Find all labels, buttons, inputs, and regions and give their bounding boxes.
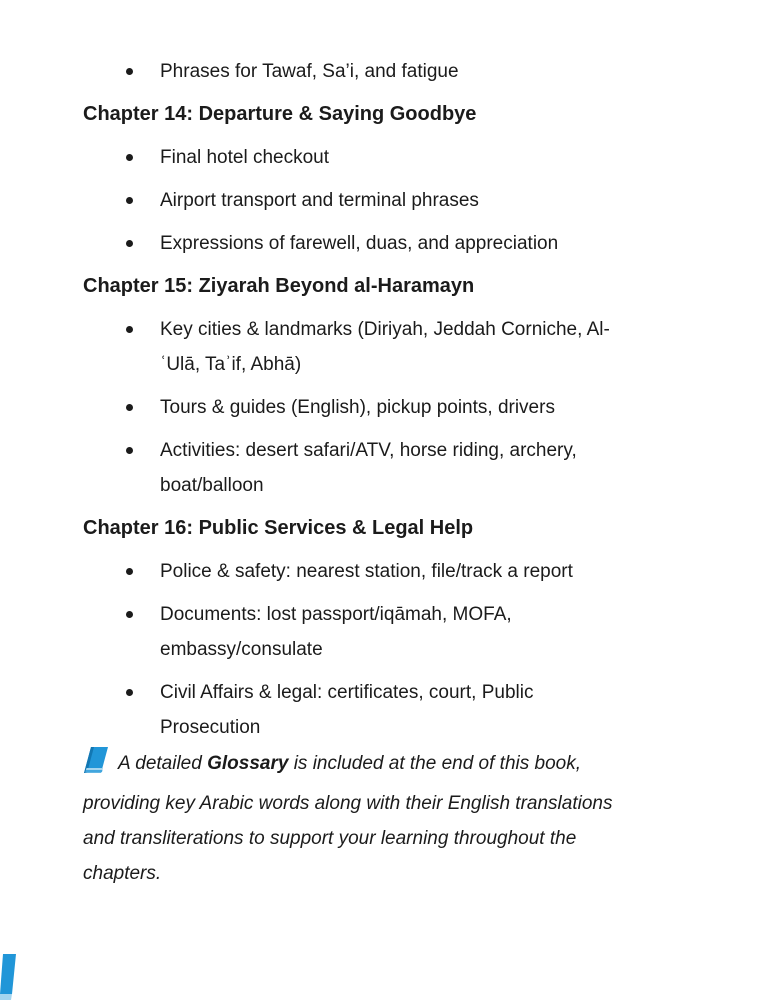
toc-item-text [160,554,713,589]
bullet-icon [126,240,133,247]
table-of-contents [83,54,713,753]
toc-item-line: embassy/consulate [160,639,323,660]
glossary-note-line [83,856,718,891]
bullet-icon [126,568,133,575]
toc-item-line: Prosecution [160,717,261,738]
glossary-note [83,746,718,891]
glossary-note-bold-text: Glossary [207,753,289,774]
toc-item-line: Phrases for Tawaf, Sa’i, and fatigue [160,61,459,82]
clipped-book-icon [0,954,16,1000]
toc-item-text [160,597,713,667]
toc-list-item [83,226,713,261]
toc-item-text [160,390,713,425]
bullet-gutter [83,433,160,503]
bullet-gutter [83,140,160,175]
bullet-icon [126,326,133,333]
chapter-heading [83,97,713,132]
bullet-gutter [83,554,160,589]
toc-list-item [83,312,713,382]
blue-book-icon [83,746,109,786]
toc-item-line: Expressions of farewell, duas, and appreciation [160,233,559,254]
toc-item-line: Civil Affairs & legal: certificates, court, Public [160,682,534,703]
toc-list-item [83,554,713,589]
bullet-gutter [83,597,160,667]
toc-list-item [83,433,713,503]
toc-item-line: Police & safety: nearest station, file/track a report [160,561,573,582]
toc-item-line: Tours & guides (English), pickup points, drivers [160,397,555,418]
bullet-icon [126,689,133,696]
chapter-heading-text: Chapter 14: Departure & Saying Goodbye [83,103,477,125]
toc-item-line: boat/balloon [160,475,264,496]
toc-item-line: Activities: desert safari/ATV, horse riding, archery, [160,440,577,461]
toc-item-text [160,183,713,218]
bullet-gutter [83,226,160,261]
bullet-icon [126,404,133,411]
clipped-book-decoration [0,954,16,1000]
bullet-gutter [83,54,160,89]
toc-item-line: Documents: lost passport/iqāmah, MOFA, [160,604,512,625]
glossary-note-text: chapters. [83,863,162,884]
bullet-icon [126,447,133,454]
toc-list-item [83,183,713,218]
toc-item-text [160,433,713,503]
toc-item-text [160,54,713,89]
bullet-icon [126,197,133,204]
bullet-icon [126,611,133,618]
bullet-gutter [83,390,160,425]
toc-item-line: ʿUlā, Taʾif, Abhā) [160,354,302,375]
bullet-gutter [83,183,160,218]
chapter-heading [83,269,713,304]
chapter-heading-text: Chapter 15: Ziyarah Beyond al-Haramayn [83,275,475,297]
toc-list-item [83,675,713,745]
chapter-heading [83,511,713,546]
glossary-note-text: and transliterations to support your learning throughout the [83,828,577,849]
glossary-note-line [83,821,718,856]
bullet-gutter [83,312,160,382]
glossary-note-text: providing key Arabic words along with their English translations [83,793,613,814]
toc-item-text [160,675,713,745]
glossary-note-line [83,746,718,786]
toc-item-line: Key cities & landmarks (Diriyah, Jeddah Corniche, Al- [160,319,610,340]
toc-list-item [83,597,713,667]
toc-list-item [83,54,713,89]
toc-list-item [83,390,713,425]
glossary-note-line [83,786,718,821]
bullet-icon [126,154,133,161]
toc-item-text [160,226,713,261]
glossary-note-text: is included at the end of this book, [288,753,582,774]
toc-item-line: Airport transport and terminal phrases [160,190,479,211]
toc-item-text [160,140,713,175]
bullet-icon [126,68,133,75]
toc-item-line: Final hotel checkout [160,147,329,168]
toc-list-item [83,140,713,175]
glossary-note-text: A detailed [118,753,208,774]
chapter-heading-text: Chapter 16: Public Services & Legal Help [83,517,474,539]
toc-item-text [160,312,713,382]
bullet-gutter [83,675,160,745]
